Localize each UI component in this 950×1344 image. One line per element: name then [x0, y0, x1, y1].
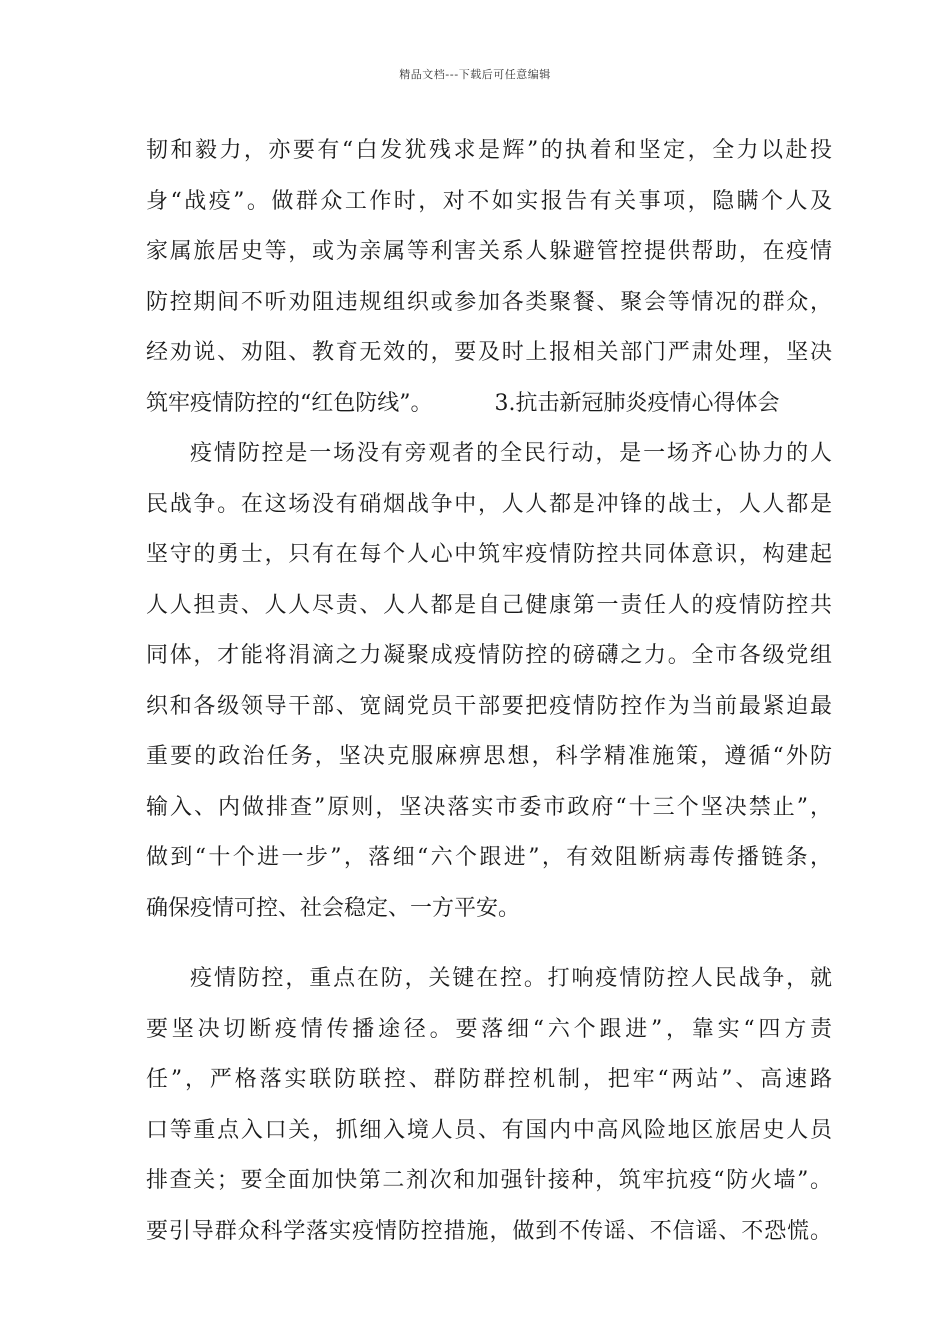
text-line: 疫情防控，重点在防，关键在控。打响疫情防控人民战争，就	[190, 966, 832, 991]
section-heading: 3.抗击新冠肺炎疫情心得体会	[494, 390, 780, 416]
text-line: 任”，严格落实联防联控、群防群控机制，把牢“两站”、高速路	[146, 1067, 832, 1092]
page-header: 精品文档---下载后可任意编辑	[399, 68, 551, 81]
document-body	[146, 126, 832, 1257]
text-line: 确保疫情可控、社会稳定、一方平安。	[146, 895, 521, 921]
text-line: 重要的政治任务，坚决克服麻痹思想，科学精准施策，遵循“外防	[146, 744, 832, 769]
text-line: 口等重点入口关，抓细入境人员、有国内中高风险地区旅居史人员	[146, 1117, 832, 1143]
text-line: 排查关；要全面加快第二剂次和加强针接种，筑牢抗疫“防火墙”。	[146, 1168, 832, 1193]
text-line: 坚守的勇士，只有在每个人心中筑牢疫情防控共同体意识，构建起	[146, 542, 832, 567]
text-line: 同体，才能将涓滴之力凝聚成疫情防控的磅礴之力。全市各级党组	[146, 643, 832, 668]
text-line: 人人担责、人人尽责、人人都是自己健康第一责任人的疫情防控共	[146, 592, 832, 618]
text-line: 韧和毅力，亦要有“白发犹残求是辉”的执着和坚定，全力以赴投	[146, 138, 832, 163]
text-line: 身“战疫”。做群众工作时，对不如实报告有关事项，隐瞒个人及	[146, 188, 832, 214]
text-line: 经劝说、劝阻、教育无效的，要及时上报相关部门严肃处理，坚决	[146, 340, 832, 365]
text-line: 输入、内做排查”原则，坚决落实市委市政府“十三个坚决禁止”，	[146, 794, 832, 820]
text-line: 疫情防控是一场没有旁观者的全民行动，是一场齐心协力的人	[190, 441, 832, 466]
text-line: 织和各级领导干部、宽阔党员干部要把疫情防控作为当前最紧迫最	[146, 693, 832, 719]
text-line: 防控期间不听劝阻违规组织或参加各类聚餐、聚会等情况的群众，	[146, 289, 832, 315]
text-line: 做到“十个进一步”，落细“六个跟进”，有效阻断病毒传播链条，	[146, 845, 832, 870]
text-line: 家属旅居史等，或为亲属等利害关系人躲避管控提供帮助，在疫情	[146, 239, 832, 264]
text-line: 要坚决切断疫情传播途径。要落细“六个跟进”，靠实“四方责	[146, 1016, 832, 1042]
text-line: 民战争。在这场没有硝烟战争中，人人都是冲锋的战士，人人都是	[146, 491, 832, 517]
text-line	[146, 379, 832, 430]
text-line-segment: 筑牢疫情防控的“红色防线”。	[146, 390, 433, 416]
text-line: 要引导群众科学落实疫情防控措施，做到不传谣、不信谣、不恐慌。	[146, 1218, 832, 1244]
